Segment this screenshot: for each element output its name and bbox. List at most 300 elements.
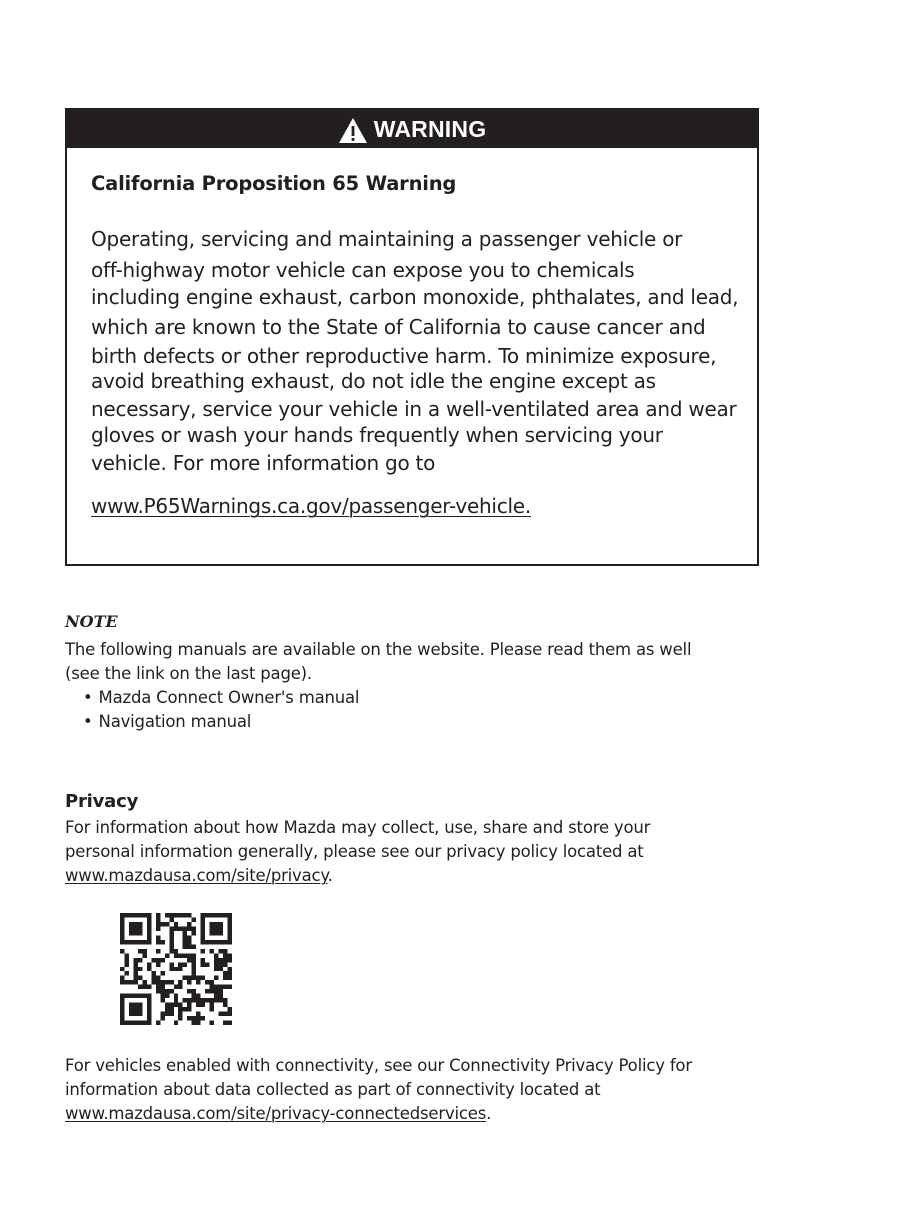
qr-module xyxy=(187,935,191,939)
qr-module xyxy=(133,926,137,930)
privacy-policy-link[interactable]: www.mazdausa.com/site/privacy xyxy=(65,866,328,885)
qr-module xyxy=(178,980,182,984)
qr-module xyxy=(223,949,227,953)
qr-module xyxy=(120,1016,124,1020)
connectivity-line: For vehicles enabled with connectivity, see our Connectivity Privacy Policy for xyxy=(65,1056,692,1075)
qr-module xyxy=(129,913,133,917)
qr-module xyxy=(214,913,218,917)
qr-module xyxy=(120,1003,124,1007)
qr-module xyxy=(192,994,196,998)
qr-module xyxy=(156,935,160,939)
qr-module xyxy=(192,958,196,962)
qr-module xyxy=(219,926,223,930)
privacy-link-suffix: . xyxy=(327,866,333,885)
qr-module xyxy=(214,953,218,957)
qr-module xyxy=(138,940,142,944)
qr-module xyxy=(219,958,223,962)
qr-module xyxy=(120,949,124,953)
qr-module xyxy=(196,994,200,998)
qr-module xyxy=(129,922,133,926)
qr-module xyxy=(223,976,227,980)
qr-module xyxy=(160,1012,164,1016)
qr-module xyxy=(210,1021,214,1025)
qr-module xyxy=(228,967,232,971)
qr-module xyxy=(201,935,205,939)
qr-module xyxy=(142,940,146,944)
qr-module xyxy=(187,976,191,980)
qr-module xyxy=(147,998,151,1002)
qr-module xyxy=(120,967,124,971)
qr-module xyxy=(160,985,164,989)
qr-module xyxy=(214,998,218,1002)
qr-module xyxy=(165,1012,169,1016)
qr-module xyxy=(129,994,133,998)
qr-module xyxy=(187,922,191,926)
qr-module xyxy=(120,976,124,980)
qr-module xyxy=(138,976,142,980)
qr-module xyxy=(156,980,160,984)
qr-module xyxy=(160,989,164,993)
note-text xyxy=(65,638,765,686)
qr-module xyxy=(187,926,191,930)
qr-module xyxy=(187,1016,191,1020)
qr-module xyxy=(228,926,232,930)
qr-module xyxy=(156,917,160,921)
qr-module xyxy=(174,922,178,926)
qr-module xyxy=(133,967,137,971)
qr-module xyxy=(210,998,214,1002)
qr-module xyxy=(196,998,200,1002)
qr-module xyxy=(210,922,214,926)
qr-module xyxy=(219,1012,223,1016)
qr-module xyxy=(219,985,223,989)
qr-module xyxy=(201,913,205,917)
qr-module xyxy=(187,980,191,984)
qr-module xyxy=(201,940,205,944)
qr-module xyxy=(151,958,155,962)
qr-module xyxy=(201,958,205,962)
qr-module xyxy=(142,913,146,917)
qr-module xyxy=(192,998,196,1002)
qr-module xyxy=(160,980,164,984)
qr-module xyxy=(165,913,169,917)
qr-module xyxy=(156,958,160,962)
qr-module xyxy=(187,989,191,993)
qr-module xyxy=(133,940,137,944)
qr-module xyxy=(214,926,218,930)
qr-module xyxy=(183,998,187,1002)
warning-body-line: birth defects or other reproductive harm. To minimize exposure, xyxy=(91,344,717,369)
qr-module xyxy=(183,940,187,944)
qr-module xyxy=(124,962,128,966)
qr-module xyxy=(120,1012,124,1016)
qr-module xyxy=(147,935,151,939)
qr-module xyxy=(228,1012,232,1016)
qr-module xyxy=(138,985,142,989)
qr-module xyxy=(133,922,137,926)
qr-module xyxy=(201,1003,205,1007)
privacy-text xyxy=(65,816,765,888)
qr-module xyxy=(124,958,128,962)
qr-module xyxy=(174,949,178,953)
qr-module xyxy=(192,967,196,971)
qr-module xyxy=(133,931,137,935)
qr-module xyxy=(169,989,173,993)
warning-body xyxy=(91,226,761,477)
qr-module xyxy=(142,1021,146,1025)
qr-module xyxy=(174,926,178,930)
qr-module xyxy=(156,949,160,953)
qr-module xyxy=(142,949,146,953)
qr-module xyxy=(151,971,155,975)
qr-module xyxy=(223,971,227,975)
qr-module xyxy=(192,989,196,993)
qr-module xyxy=(196,1016,200,1020)
qr-module xyxy=(183,913,187,917)
qr-module xyxy=(228,1021,232,1025)
qr-module xyxy=(169,962,173,966)
qr-module xyxy=(223,940,227,944)
qr-module xyxy=(214,985,218,989)
prop65-warning-box xyxy=(65,108,759,566)
warning-body-line: including engine exhaust, carbon monoxide, phthalates, and lead, xyxy=(91,285,739,310)
qr-module xyxy=(228,935,232,939)
qr-module xyxy=(192,971,196,975)
qr-module xyxy=(160,994,164,998)
qr-module xyxy=(165,994,169,998)
qr-module xyxy=(223,913,227,917)
qr-module xyxy=(133,958,137,962)
qr-module xyxy=(223,1003,227,1007)
qr-module xyxy=(228,940,232,944)
qr-module xyxy=(201,931,205,935)
qr-module xyxy=(147,913,151,917)
qr-module xyxy=(178,913,182,917)
qr-module xyxy=(151,976,155,980)
qr-module xyxy=(178,985,182,989)
qr-module xyxy=(169,913,173,917)
qr-module xyxy=(142,994,146,998)
qr-module xyxy=(219,949,223,953)
qr-module xyxy=(219,967,223,971)
manual-name: Mazda Connect Owner's manual xyxy=(98,688,360,707)
qr-module xyxy=(196,1012,200,1016)
qr-module xyxy=(214,994,218,998)
warning-header xyxy=(67,110,757,148)
qr-module xyxy=(174,967,178,971)
qr-module xyxy=(147,985,151,989)
qr-module xyxy=(214,922,218,926)
qr-module xyxy=(205,940,209,944)
warning-title: California Proposition 65 Warning xyxy=(91,172,457,195)
note-line: The following manuals are available on the website. Please read them as well xyxy=(65,640,692,659)
qr-module xyxy=(147,967,151,971)
qr-module xyxy=(214,976,218,980)
qr-module xyxy=(219,989,223,993)
connectivity-privacy-link[interactable]: www.mazdausa.com/site/privacy-connectedservices xyxy=(65,1104,487,1123)
qr-module xyxy=(147,962,151,966)
qr-module xyxy=(214,958,218,962)
qr-module xyxy=(129,931,133,935)
qr-module xyxy=(169,1012,173,1016)
privacy-line: personal information generally, please see our privacy policy located at xyxy=(65,842,644,861)
qr-module xyxy=(133,1007,137,1011)
qr-module xyxy=(219,994,223,998)
qr-module xyxy=(183,953,187,957)
qr-module xyxy=(183,931,187,935)
qr-module xyxy=(205,989,209,993)
qr-module xyxy=(228,953,232,957)
qr-module xyxy=(138,931,142,935)
qr-module xyxy=(228,976,232,980)
qr-module xyxy=(192,931,196,935)
qr-module xyxy=(142,953,146,957)
qr-module xyxy=(138,958,142,962)
qr-module xyxy=(147,1021,151,1025)
qr-module xyxy=(214,940,218,944)
qr-module xyxy=(120,998,124,1002)
qr-module xyxy=(205,913,209,917)
qr-module xyxy=(223,962,227,966)
warning-header-label: WARNING xyxy=(373,115,487,142)
qr-module xyxy=(165,922,169,926)
qr-module xyxy=(210,985,214,989)
qr-module xyxy=(201,1016,205,1020)
list-item xyxy=(83,710,359,734)
qr-module xyxy=(165,989,169,993)
warning-body-line: vehicle. For more information go to xyxy=(91,450,436,475)
qr-module xyxy=(223,953,227,957)
warning-body-line: avoid breathing exhaust, do not idle the engine except as xyxy=(91,368,656,393)
qr-module xyxy=(174,953,178,957)
qr-module xyxy=(192,1021,196,1025)
warning-body-line: necessary, service your vehicle in a well-ventilated area and wear xyxy=(91,396,737,421)
qr-module xyxy=(133,962,137,966)
qr-module xyxy=(133,971,137,975)
qr-code-icon[interactable] xyxy=(120,913,232,1025)
qr-module xyxy=(183,926,187,930)
qr-module xyxy=(201,926,205,930)
qr-module xyxy=(160,998,164,1002)
qr-module xyxy=(138,1012,142,1016)
qr-module xyxy=(192,953,196,957)
qr-module xyxy=(133,1012,137,1016)
qr-module xyxy=(156,985,160,989)
qr-module xyxy=(160,922,164,926)
manual-name: Navigation manual xyxy=(98,712,252,731)
qr-module xyxy=(174,913,178,917)
qr-module xyxy=(174,1021,178,1025)
note-label: NOTE xyxy=(65,612,118,631)
qr-module xyxy=(192,944,196,948)
p65-warnings-link[interactable]: www.P65Warnings.ca.gov/passenger-vehicle. xyxy=(91,494,531,518)
qr-module xyxy=(223,958,227,962)
qr-module xyxy=(210,931,214,935)
qr-module xyxy=(196,976,200,980)
qr-module xyxy=(187,944,191,948)
qr-module xyxy=(147,926,151,930)
qr-module xyxy=(138,913,142,917)
qr-module xyxy=(210,1003,214,1007)
qr-module xyxy=(201,998,205,1002)
qr-module xyxy=(223,1012,227,1016)
qr-module xyxy=(201,962,205,966)
qr-module xyxy=(187,953,191,957)
qr-module xyxy=(192,976,196,980)
qr-module xyxy=(124,971,128,975)
qr-module xyxy=(201,949,205,953)
qr-module xyxy=(219,922,223,926)
qr-module xyxy=(228,913,232,917)
qr-module xyxy=(169,940,173,944)
qr-module xyxy=(178,953,182,957)
qr-module xyxy=(187,998,191,1002)
qr-module xyxy=(169,1007,173,1011)
qr-module xyxy=(133,913,137,917)
privacy-heading: Privacy xyxy=(65,791,139,812)
qr-module xyxy=(124,994,128,998)
qr-module xyxy=(214,989,218,993)
qr-module xyxy=(174,994,178,998)
qr-module xyxy=(156,1021,160,1025)
qr-module xyxy=(160,971,164,975)
qr-module xyxy=(178,967,182,971)
privacy-link-line xyxy=(65,864,765,888)
qr-module xyxy=(160,1016,164,1020)
qr-module xyxy=(210,1007,214,1011)
qr-module xyxy=(129,1007,133,1011)
qr-module xyxy=(120,922,124,926)
qr-module xyxy=(138,922,142,926)
qr-module xyxy=(142,985,146,989)
qr-module xyxy=(120,931,124,935)
connectivity-link-line xyxy=(65,1102,785,1126)
qr-module xyxy=(183,944,187,948)
qr-module xyxy=(210,913,214,917)
qr-module xyxy=(183,976,187,980)
qr-module xyxy=(120,917,124,921)
qr-module xyxy=(210,949,214,953)
list-item xyxy=(83,686,359,710)
qr-module xyxy=(228,958,232,962)
qr-module xyxy=(138,967,142,971)
qr-module xyxy=(169,935,173,939)
qr-module xyxy=(219,931,223,935)
qr-module xyxy=(228,917,232,921)
qr-module xyxy=(156,962,160,966)
qr-module xyxy=(214,962,218,966)
qr-module xyxy=(138,1003,142,1007)
qr-module xyxy=(201,922,205,926)
qr-module xyxy=(192,926,196,930)
warning-triangle-icon xyxy=(338,117,368,144)
qr-module xyxy=(178,1007,182,1011)
qr-module xyxy=(205,962,209,966)
qr-module xyxy=(147,917,151,921)
qr-module xyxy=(120,1007,124,1011)
qr-module xyxy=(178,962,182,966)
qr-module xyxy=(187,913,191,917)
warning-body-line: gloves or wash your hands frequently when servicing your xyxy=(91,423,663,448)
qr-module xyxy=(156,976,160,980)
qr-module xyxy=(124,913,128,917)
qr-module xyxy=(156,940,160,944)
qr-module xyxy=(133,1003,137,1007)
qr-module xyxy=(156,922,160,926)
qr-module xyxy=(187,1003,191,1007)
qr-module xyxy=(219,940,223,944)
qr-module xyxy=(205,998,209,1002)
qr-module xyxy=(219,913,223,917)
qr-module xyxy=(124,940,128,944)
qr-module xyxy=(124,1021,128,1025)
qr-module xyxy=(201,917,205,921)
qr-module xyxy=(147,1016,151,1020)
qr-module xyxy=(223,1021,227,1025)
privacy-line: For information about how Mazda may collect, use, share and store your xyxy=(65,818,651,837)
qr-module xyxy=(192,917,196,921)
connectivity-text xyxy=(65,1054,785,1126)
qr-module xyxy=(210,980,214,984)
qr-module xyxy=(169,926,173,930)
qr-module xyxy=(156,926,160,930)
qr-module xyxy=(147,1003,151,1007)
qr-module xyxy=(174,998,178,1002)
qr-module xyxy=(129,926,133,930)
qr-module xyxy=(228,922,232,926)
qr-module xyxy=(165,1007,169,1011)
qr-module xyxy=(165,980,169,984)
qr-module xyxy=(120,980,124,984)
qr-module xyxy=(156,913,160,917)
qr-module xyxy=(120,994,124,998)
qr-module xyxy=(138,994,142,998)
qr-module xyxy=(120,940,124,944)
qr-module xyxy=(210,989,214,993)
qr-module xyxy=(205,980,209,984)
qr-module xyxy=(228,985,232,989)
qr-module xyxy=(196,1021,200,1025)
qr-module xyxy=(223,998,227,1002)
qr-module xyxy=(174,985,178,989)
qr-module xyxy=(228,971,232,975)
connectivity-link-suffix: . xyxy=(486,1104,492,1123)
qr-module xyxy=(147,922,151,926)
qr-module xyxy=(178,1003,182,1007)
warning-body-line: which are known to the State of California to cause cancer and xyxy=(91,314,706,339)
qr-module xyxy=(133,980,137,984)
qr-module xyxy=(129,1003,133,1007)
qr-module xyxy=(169,1003,173,1007)
qr-module xyxy=(183,1007,187,1011)
qr-module xyxy=(129,940,133,944)
qr-module xyxy=(187,958,191,962)
qr-module xyxy=(138,1007,142,1011)
qr-module xyxy=(151,980,155,984)
qr-module xyxy=(133,994,137,998)
qr-module xyxy=(223,985,227,989)
qr-module xyxy=(120,926,124,930)
qr-module xyxy=(120,913,124,917)
qr-module xyxy=(165,953,169,957)
qr-module xyxy=(210,940,214,944)
qr-module xyxy=(147,940,151,944)
qr-module xyxy=(129,1012,133,1016)
qr-module xyxy=(201,976,205,980)
qr-module xyxy=(196,1003,200,1007)
note-line: (see the link on the last page). xyxy=(65,664,312,683)
qr-module xyxy=(165,1003,169,1007)
